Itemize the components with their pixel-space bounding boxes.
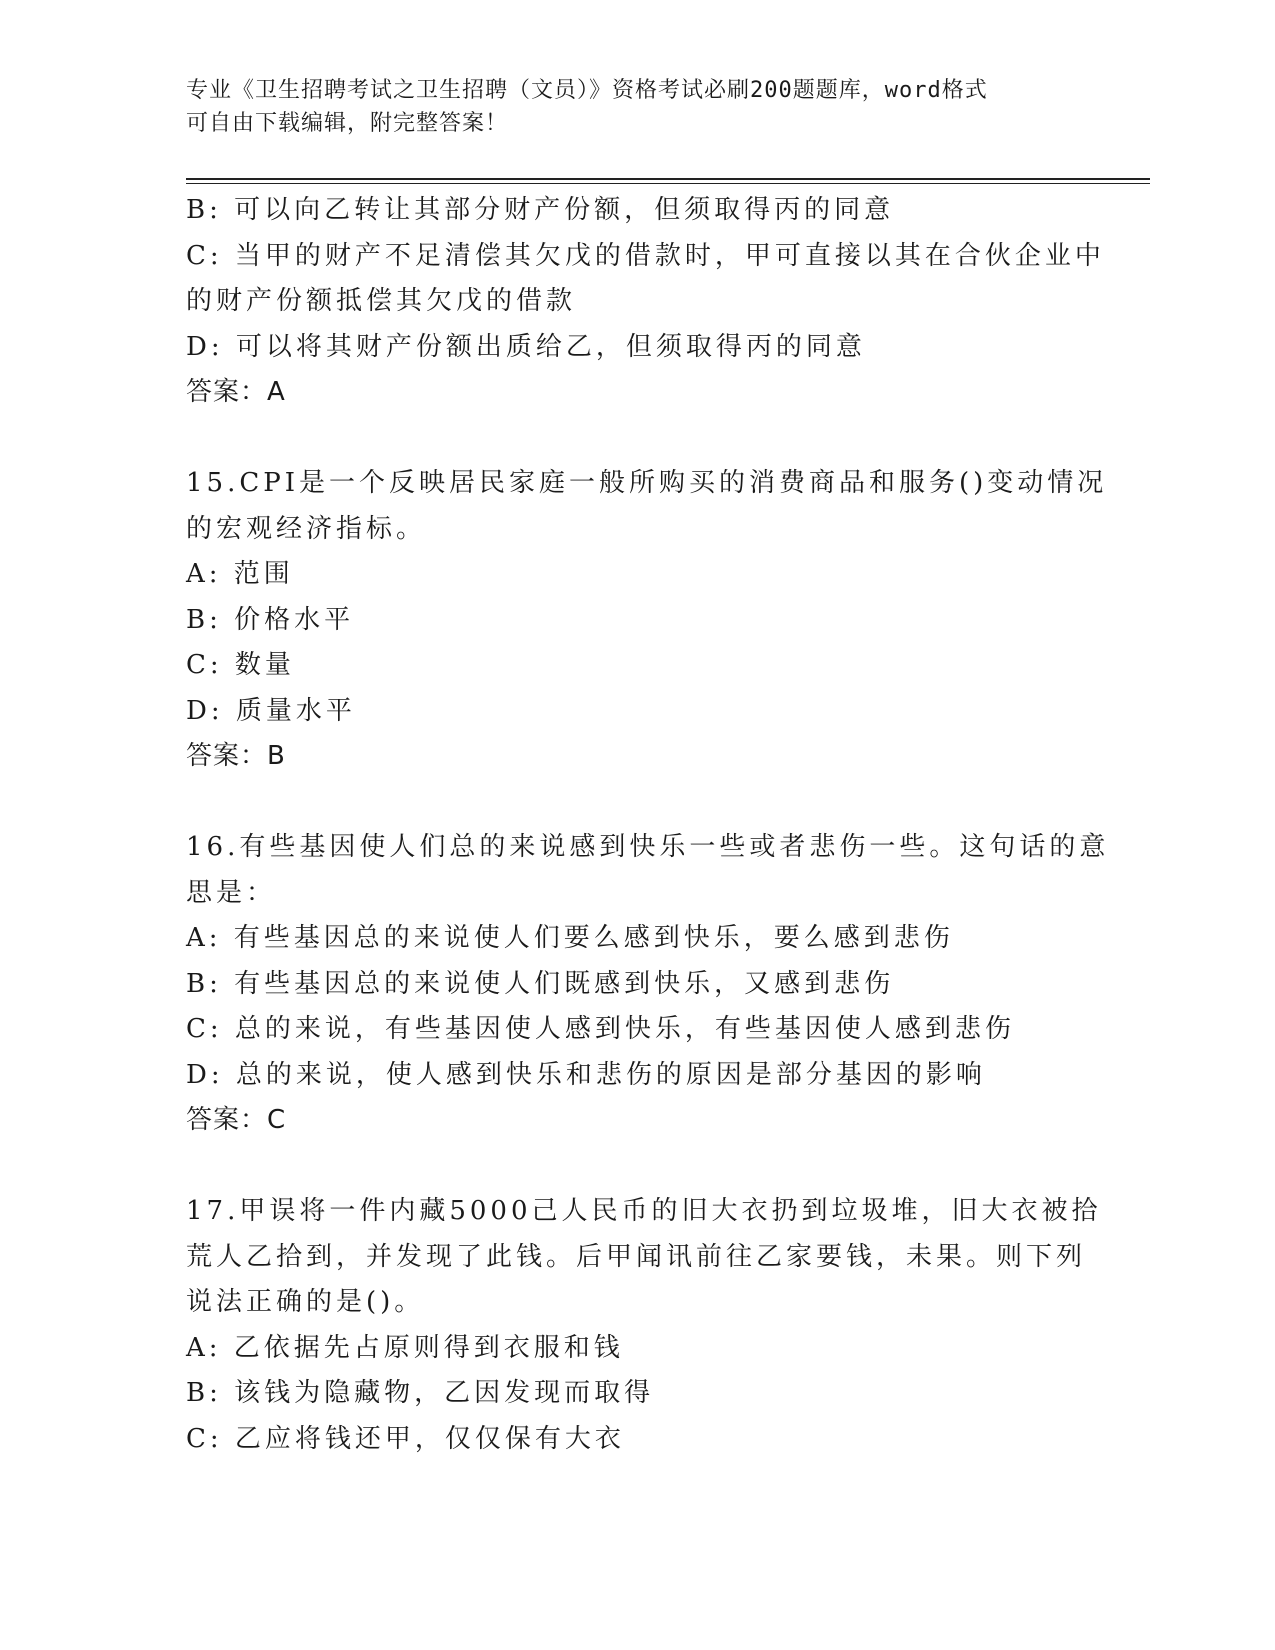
question-15	[186, 461, 1108, 780]
question-stem: 15.CPI是一个反映居民家庭一般所购买的消费商品和服务()变动情况	[186, 468, 1108, 498]
header-title-line-1: 专业《卫生招聘考试之卫生招聘（文员）》资格考试必刷200题题库，word格式	[186, 78, 988, 103]
option-d: D: 质量水平	[186, 695, 356, 726]
question-stem: 17.甲误将一件内藏5000己人民币的旧大衣扔到垃圾堆，旧大衣被拾	[186, 1196, 1102, 1226]
question-stem-continued: 思是：	[186, 877, 277, 908]
answer-line: 答案：B	[186, 741, 286, 771]
page-header	[186, 74, 1086, 140]
option-b: B: 价格水平	[186, 604, 355, 635]
header-title-line-2: 可自由下载编辑，附完整答案！	[186, 111, 509, 136]
option-c: C: 乙应将钱还甲，仅仅保有大衣	[186, 1423, 625, 1454]
option-b: B: 有些基因总的来说使人们既感到快乐，又感到悲伤	[186, 968, 895, 999]
option-c: C: 数量	[186, 650, 295, 680]
option-b: B: 该钱为隐藏物，乙因发现而取得	[186, 1378, 655, 1408]
option-c: C: 当甲的财产不足清偿其欠戊的借款时，甲可直接以其在合伙企业中	[186, 240, 1105, 271]
question-17	[186, 1189, 1102, 1462]
question-stem: 16.有些基因使人们总的来说感到快乐一些或者悲伤一些。这句话的意	[186, 832, 1110, 862]
option-b: B: 可以向乙转让其部分财产份额，但须取得丙的同意	[186, 195, 895, 225]
option-c: C: 总的来说，有些基因使人感到快乐，有些基因使人感到悲伤	[186, 1014, 1015, 1044]
question-14-continued	[186, 188, 1105, 416]
spacer	[186, 780, 1086, 826]
question-stem-continued: 的宏观经济指标。	[186, 513, 427, 544]
option-a: A: 有些基因总的来说使人们要么感到快乐，要么感到悲伤	[186, 923, 954, 953]
option-d: D: 可以将其财产份额出质给乙，但须取得丙的同意	[186, 331, 866, 362]
option-a: A: 范围	[186, 559, 294, 589]
header-divider	[186, 178, 1150, 184]
question-stem-continued: 说法正确的是()。	[186, 1287, 425, 1317]
question-content	[186, 188, 1110, 1462]
spacer	[186, 416, 1086, 462]
answer-line: 答案：C	[186, 1105, 287, 1135]
option-d: D: 总的来说，使人感到快乐和悲伤的原因是部分基因的影响	[186, 1059, 986, 1090]
spacer	[186, 1144, 1086, 1190]
option-c-continued: 的财产份额抵偿其欠戊的借款	[186, 286, 577, 316]
question-16	[186, 825, 1110, 1144]
answer-line: 答案：A	[186, 377, 286, 407]
question-stem-continued: 荒人乙拾到，并发现了此钱。后甲闻讯前往乙家要钱，未果。则下列	[186, 1241, 1087, 1272]
option-a: A: 乙依据先占原则得到衣服和钱	[186, 1332, 624, 1363]
